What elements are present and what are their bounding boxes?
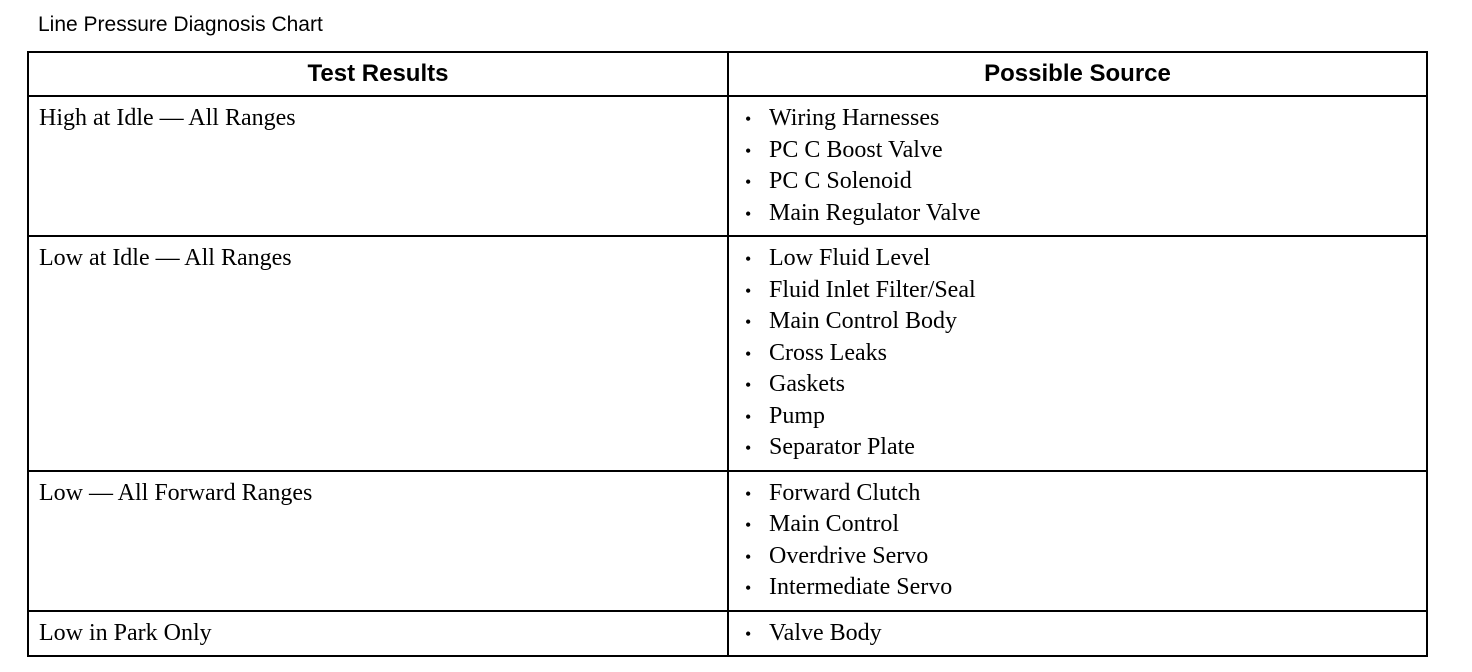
source-text: Fluid Inlet Filter/Seal xyxy=(769,276,976,303)
bullet-icon: • xyxy=(745,203,752,224)
source-text: Wiring Harnesses xyxy=(769,105,940,131)
bullet-icon: • xyxy=(745,438,752,458)
source-list xyxy=(729,612,1426,656)
bullet-icon: • xyxy=(745,483,752,504)
source-text: Valve Body xyxy=(769,619,882,646)
list-item xyxy=(745,338,1426,370)
list-item xyxy=(745,478,1426,510)
list-item xyxy=(745,369,1426,401)
list-item xyxy=(745,618,1426,650)
page-title: Line Pressure Diagnosis Chart xyxy=(38,13,323,36)
source-cell xyxy=(728,611,1427,657)
table-row xyxy=(28,471,1427,611)
list-item xyxy=(745,243,1426,275)
list-item xyxy=(745,306,1426,338)
bullet-icon: • xyxy=(745,249,752,269)
bullet-icon: • xyxy=(745,312,752,332)
source-text: Low Fluid Level xyxy=(769,245,931,271)
bullet-icon: • xyxy=(745,578,752,598)
condition-text: Low at Idle — All Ranges xyxy=(39,245,292,271)
condition-cell xyxy=(28,96,728,236)
condition-text: Low in Park Only xyxy=(39,619,212,646)
list-item xyxy=(745,432,1426,464)
table-row xyxy=(28,96,1427,236)
bullet-icon: • xyxy=(745,623,752,644)
source-text: Main Control xyxy=(769,511,899,537)
condition-text: Low — All Forward Ranges xyxy=(39,479,313,506)
source-text: Forward Clutch xyxy=(769,479,921,506)
bullet-icon: • xyxy=(745,406,752,427)
list-item xyxy=(745,401,1426,433)
table-row xyxy=(28,611,1427,657)
source-text: Gaskets xyxy=(769,371,845,397)
diagnosis-table xyxy=(27,51,1428,657)
list-item xyxy=(745,275,1426,307)
list-item xyxy=(745,135,1426,167)
source-cell xyxy=(728,96,1427,236)
bullet-icon: • xyxy=(745,375,752,395)
bullet-icon: • xyxy=(745,280,752,301)
source-text: Pump xyxy=(769,402,826,429)
list-item xyxy=(745,166,1426,198)
source-list xyxy=(729,472,1426,610)
bullet-icon: • xyxy=(745,343,752,364)
list-item xyxy=(745,509,1426,541)
source-list xyxy=(729,97,1426,235)
condition-cell xyxy=(28,471,728,611)
column-header-test-results: Test Results xyxy=(28,52,728,96)
list-item xyxy=(745,541,1426,573)
column-header-possible-source: Possible Source xyxy=(728,52,1427,96)
table-header-row xyxy=(28,52,1427,96)
source-cell xyxy=(728,236,1427,471)
source-text: Main Control Body xyxy=(769,308,958,334)
bullet-icon: • xyxy=(745,140,752,161)
source-text: Cross Leaks xyxy=(769,339,887,366)
condition-cell xyxy=(28,611,728,657)
source-list xyxy=(729,237,1426,470)
table-row xyxy=(28,236,1427,471)
bullet-icon: • xyxy=(745,515,752,535)
source-text: PC C Solenoid xyxy=(769,168,912,194)
condition-cell xyxy=(28,236,728,471)
source-text: PC C Boost Valve xyxy=(769,136,943,163)
bullet-icon: • xyxy=(745,172,752,192)
source-cell xyxy=(728,471,1427,611)
condition-text: High at Idle — All Ranges xyxy=(39,105,296,131)
bullet-icon: • xyxy=(745,109,752,129)
source-text: Separator Plate xyxy=(769,434,915,460)
source-text: Intermediate Servo xyxy=(769,574,953,600)
list-item xyxy=(745,198,1426,230)
bullet-icon: • xyxy=(745,546,752,567)
list-item xyxy=(745,572,1426,604)
list-item xyxy=(745,103,1426,135)
source-text: Main Regulator Valve xyxy=(769,199,981,226)
source-text: Overdrive Servo xyxy=(769,542,929,569)
